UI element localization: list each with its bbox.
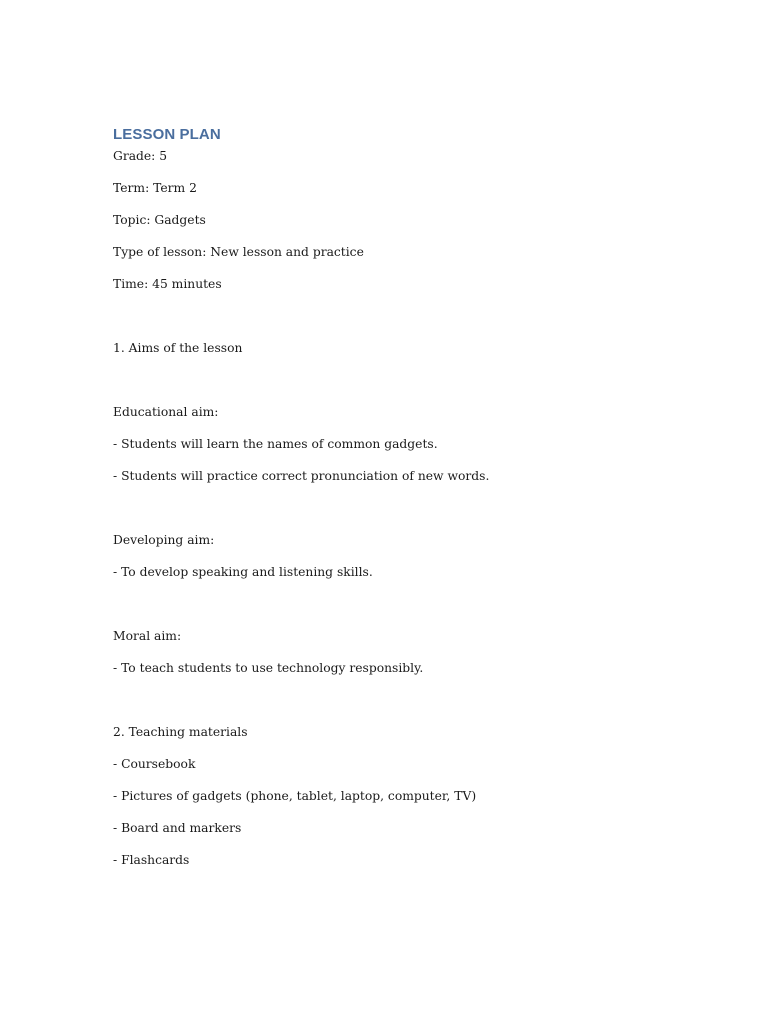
material-item: - Pictures of gadgets (phone, tablet, laptop, computer, TV) bbox=[113, 789, 477, 803]
material-item: - Coursebook bbox=[113, 757, 196, 771]
section-heading-materials: 2. Teaching materials bbox=[113, 725, 248, 739]
lesson-type-line: Type of lesson: New lesson and practice bbox=[113, 245, 364, 259]
moral-aim-item: - To teach students to use technology responsibly. bbox=[113, 661, 424, 675]
document-body bbox=[113, 124, 713, 882]
developing-aim-label: Developing aim: bbox=[113, 533, 215, 547]
grade-line: Grade: 5 bbox=[113, 149, 168, 163]
material-item: - Board and markers bbox=[113, 821, 242, 835]
time-line: Time: 45 minutes bbox=[113, 277, 222, 291]
developing-aim-item: - To develop speaking and listening skills. bbox=[113, 565, 373, 579]
blank-line bbox=[113, 690, 713, 722]
document-title: LESSON PLAN bbox=[113, 126, 221, 143]
blank-line bbox=[113, 370, 713, 402]
section-heading-aims: 1. Aims of the lesson bbox=[113, 341, 243, 355]
blank-line bbox=[113, 498, 713, 530]
educational-aim-label: Educational aim: bbox=[113, 405, 219, 419]
moral-aim-label: Moral aim: bbox=[113, 629, 182, 643]
term-line: Term: Term 2 bbox=[113, 181, 197, 195]
topic-line: Topic: Gadgets bbox=[113, 213, 206, 227]
educational-aim-item: - Students will practice correct pronunciation of new words. bbox=[113, 469, 490, 483]
blank-line bbox=[113, 306, 713, 338]
material-item: - Flashcards bbox=[113, 853, 190, 867]
educational-aim-item: - Students will learn the names of common gadgets. bbox=[113, 437, 438, 451]
blank-line bbox=[113, 594, 713, 626]
